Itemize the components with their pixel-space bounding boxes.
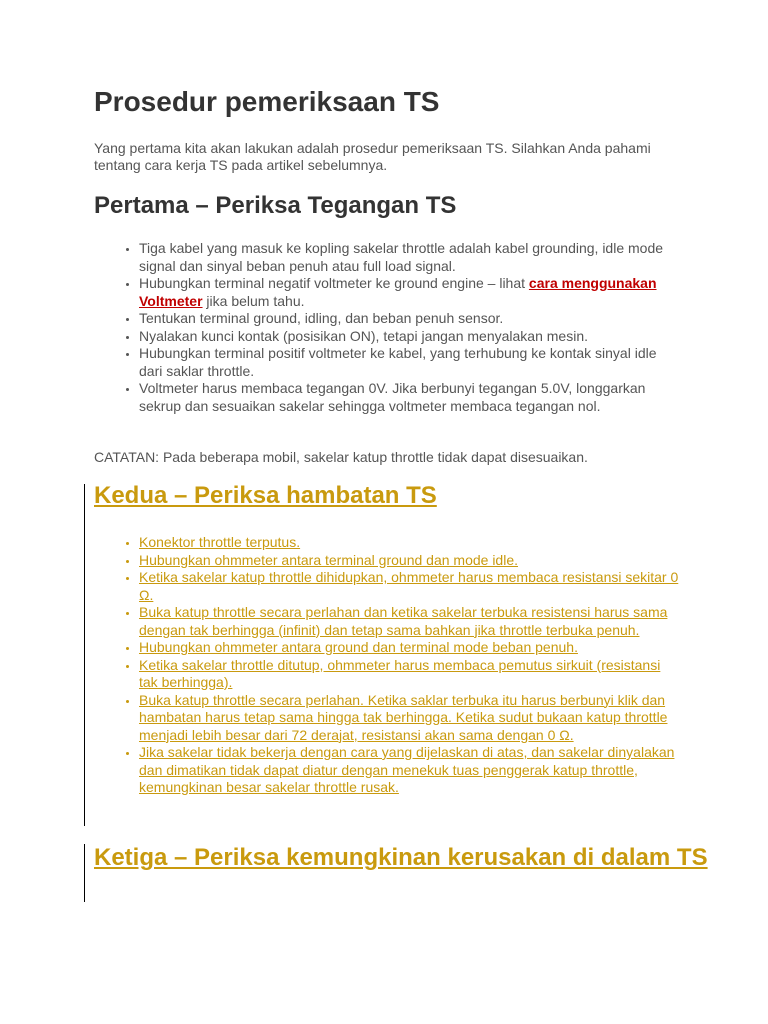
list-item: • Nyalakan kunci kontak (posisikan ON), tetapi jangan menyalakan mesin.	[139, 328, 679, 346]
list-item-text: Buka katup throttle secara perlahan dan ketika sakelar terbuka resistensi harus sama dengan tak berhingga (infinit) dan tetap sama bahkan jika throttle terbuka penuh.	[139, 604, 668, 638]
list-item[interactable]	[139, 534, 679, 552]
note-text: CATATAN: Pada beberapa mobil, sakelar katup throttle tidak dapat disesuaikan.	[94, 449, 588, 465]
list-item[interactable]	[139, 657, 679, 692]
list-item: • Hubungkan terminal positif voltmeter ke kabel, yang terhubung ke kontak sinyal idle dari saklar throttle.	[139, 345, 679, 380]
section3-heading[interactable]: Ketiga – Periksa kemungkinan kerusakan di dalam TS	[94, 844, 708, 871]
section2-left-rule	[84, 484, 85, 826]
list-item-text: Hubungkan terminal negatif voltmeter ke ground engine – lihat	[139, 275, 529, 291]
list-item[interactable]	[139, 744, 679, 797]
section1-list	[94, 240, 679, 415]
list-item-text: Hubungkan ohmmeter antara ground dan terminal mode beban penuh.	[139, 639, 578, 655]
list-item-text: Ketika sakelar katup throttle dihidupkan, ohmmeter harus membaca resistansi sekitar 0 Ω.	[139, 569, 679, 603]
list-item-text: Ketika sakelar throttle ditutup, ohmmeter harus membaca pemutus sirkuit (resistansi tak berhingga).	[139, 656, 661, 690]
list-item[interactable]	[139, 569, 679, 604]
list-item-text: Buka katup throttle secara perlahan. Ketika saklar terbuka itu harus berbunyi klik dan hambatan harus tetap sama hingga tak berhingga. Ketika sudut bukaan katup throttle menjadi lebih besar dari 72 derajat, resistansi akan sama dengan 0 Ω.	[139, 691, 668, 743]
list-item[interactable]	[139, 692, 679, 745]
list-item[interactable]	[139, 639, 679, 657]
list-item	[139, 275, 679, 310]
list-item: • Voltmeter harus membaca tegangan 0V. Jika berbunyi tegangan 5.0V, longgarkan sekrup dan sesuaikan sakelar sehingga voltmeter membaca tegangan nol.	[139, 380, 679, 415]
page-title: Prosedur pemeriksaan TS	[94, 86, 440, 117]
list-item-text: Jika sakelar tidak bekerja dengan cara yang dijelaskan di atas, dan sakelar dinyalakan dan dimatikan tidak dapat diatur dengan menekuk tuas penggerak katup throttle, kemungkinan besar sakelar throttle rusak.	[139, 744, 675, 795]
intro-paragraph: Yang pertama kita akan lakukan adalah prosedur pemeriksaan TS. Silahkan Anda pahami tentang cara kerja TS pada artikel sebelumnya.	[94, 140, 651, 173]
section2-heading[interactable]: Kedua – Periksa hambatan TS	[94, 482, 437, 509]
list-item-text: jika belum tahu.	[202, 292, 305, 309]
list-item: • Tentukan terminal ground, idling, dan beban penuh sensor.	[139, 310, 679, 328]
voltmeter-guide-link[interactable]: cara menggunakan Voltmeter	[139, 275, 657, 309]
list-item[interactable]	[139, 552, 679, 570]
section1-heading: Pertama – Periksa Tegangan TS	[94, 192, 457, 219]
list-item[interactable]	[139, 604, 679, 639]
list-item: • Tiga kabel yang masuk ke kopling sakelar throttle adalah kabel grounding, idle mode signal dan sinyal beban penuh atau full load signal.	[139, 240, 679, 275]
list-item-text: Konektor throttle terputus.	[139, 534, 301, 550]
section2-list	[94, 534, 679, 797]
section3-left-rule	[84, 844, 85, 902]
list-item-text: Hubungkan ohmmeter antara terminal ground dan mode idle.	[139, 551, 519, 568]
